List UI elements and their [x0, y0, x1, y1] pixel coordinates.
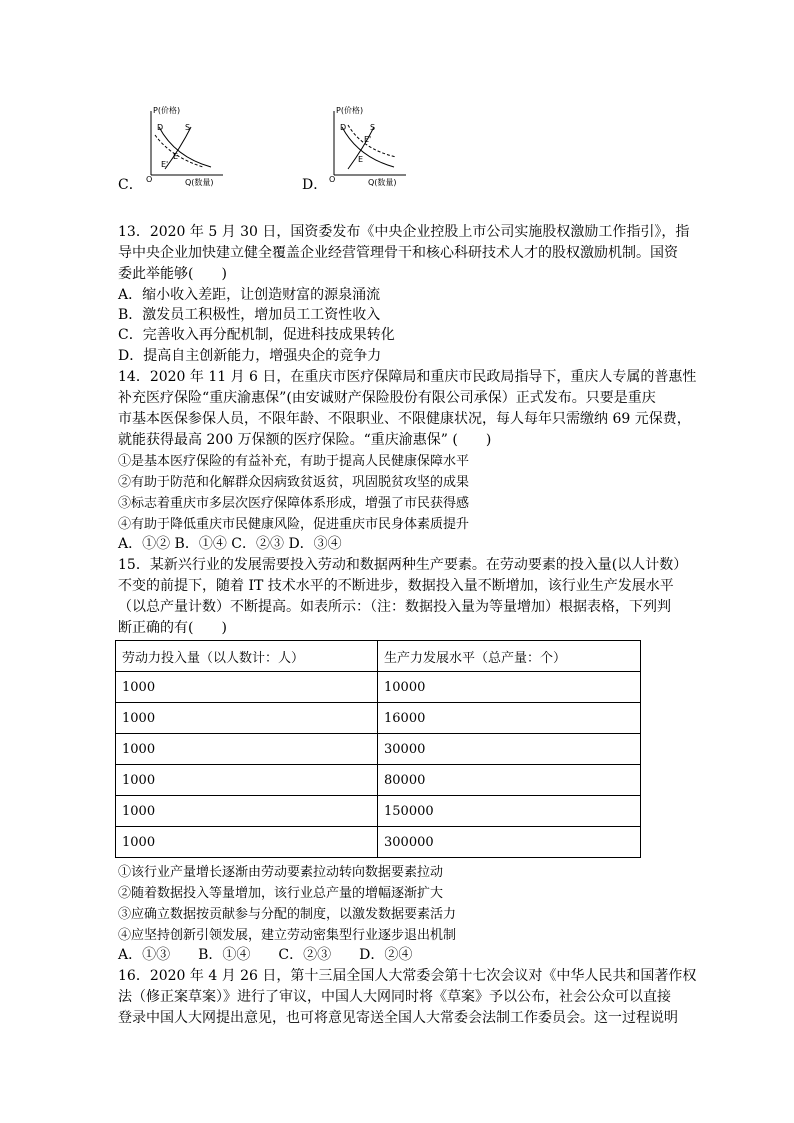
supply-label: S: [185, 123, 191, 132]
q13-line-3: 委此举能够( ): [118, 266, 227, 282]
x-axis-label: Q(数量): [185, 178, 214, 187]
production-table: [115, 640, 641, 858]
q14-line-2: 补充医疗保险“重庆渝惠保”(由安诚财产保险股份有限公司承保）正式发布。只要是重庆: [118, 390, 656, 406]
table-cell: 80000: [378, 765, 641, 796]
supply-label: S: [370, 123, 376, 132]
q13-option-c: C．完善收入再分配机制，促进科技成果转化: [118, 327, 395, 343]
q13-option-b: B．激发员工积极性，增加员工工资性收入: [118, 307, 381, 323]
demand-curve: [342, 127, 394, 167]
table-cell: 1000: [116, 827, 378, 858]
q14-item-1: ①是基本医疗保险的有益补充，有助于提高人民健康保障水平: [118, 454, 470, 469]
q15-item-2: ②随着数据投入等量增加，该行业总产量的增幅逐渐扩大: [118, 886, 444, 901]
supply-curve: [165, 127, 191, 169]
q16-line-1: 16．2020 年 4 月 26 日，第十三届全国人大常委会第十七次会议对《中华人民共和国著作权: [118, 968, 697, 984]
table-row: [116, 734, 641, 765]
graph-c-option: C．: [118, 177, 143, 193]
equilibrium-label: E: [173, 152, 179, 161]
equilibrium-shifted-label: E': [161, 160, 169, 169]
q15-item-1: ①该行业产量增长逐渐由劳动要素拉动转向数据要素拉动: [118, 865, 444, 880]
q15-answers: A．①③ B．①④ C．②③ D．②④: [118, 947, 413, 963]
q13-line-1: 13．2020 年 5 月 30 日，国资委发布《中央企业控股上市公司实施股权激励工作指引》，指: [118, 224, 690, 240]
table-cell: 10000: [378, 672, 641, 703]
table-row: [116, 765, 641, 796]
q14-line-1: 14．2020 年 11 月 6 日，在重庆市医疗保障局和重庆市民政局指导下，重庆人专属的普惠性: [118, 369, 697, 385]
table-cell: 1000: [116, 734, 378, 765]
table-header-row: [116, 641, 641, 672]
q15-item-4: ④应坚持创新引领发展，建立劳动密集型行业逐步退出机制: [118, 928, 457, 943]
table-cell: 150000: [378, 796, 641, 827]
q15-item-3: ③应确立数据按贡献参与分配的制度，以激发数据要素活力: [118, 907, 457, 922]
q15-line-4: 断正确的有( ): [118, 620, 227, 636]
q13-line-2: 导中央企业加快建立健全覆盖企业经营管理骨干和核心科研技术人才的股权激励机制。国资: [118, 245, 678, 261]
q14-item-4: ④有助于降低重庆市民健康风险，促进重庆市民身体素质提升: [118, 517, 470, 532]
q14-item-3: ③标志着重庆市多层次医疗保障体系形成，增强了市民获得感: [118, 496, 470, 511]
q15-line-2: 不变的前提下，随着 IT 技术水平的不断进步，数据投入量不断增加，该行业生产发展水平: [118, 578, 674, 594]
table-cell: 300000: [378, 827, 641, 858]
q13-option-d: D．提高自主创新能力，增强央企的竞争力: [118, 348, 382, 364]
table-row: [116, 703, 641, 734]
x-axis-label: Q(数量): [368, 178, 397, 187]
table-header-labor: 劳动力投入量（以人数计：人）: [116, 641, 378, 672]
table-cell: 16000: [378, 703, 641, 734]
q14-item-2: ②有助于防范和化解群众因病致贫返贫，巩固脱贫攻坚的成果: [118, 475, 470, 490]
q16-line-3: 登录中国人大网提出意见，也可将意见寄送全国人大常委会法制工作委员会。这一过程说明: [118, 1010, 678, 1026]
table-cell: 1000: [116, 672, 378, 703]
table-row: [116, 796, 641, 827]
table-row: [116, 672, 641, 703]
equilibrium-label: E: [358, 155, 364, 164]
y-axis-label: P(价格): [336, 106, 364, 115]
table-cell: 1000: [116, 765, 378, 796]
q14-line-3: 市基本医保参保人员，不限年龄、不限职业、不限健康状况，每人每年只需缴纳 69 元保费，: [118, 411, 691, 427]
q14-answers: A．①② B．①④ C．②③ D．③④: [118, 536, 342, 552]
table-cell: 30000: [378, 734, 641, 765]
table-cell: 1000: [116, 703, 378, 734]
graph-d-option: D．: [302, 177, 328, 193]
demand-label: D: [340, 123, 347, 132]
equilibrium-shifted-label: E': [364, 135, 372, 144]
origin-label: O: [146, 175, 153, 184]
origin-label: O: [329, 175, 336, 184]
table-row: [116, 827, 641, 858]
q16-line-2: 法（修正案草案）》进行了审议，中国人大网同时将《草案》予以公布，社会公众可以直接: [118, 989, 671, 1005]
q14-line-4: 就能获得最高 200 万保额的医疗保险。“重庆渝惠保” ( ): [118, 432, 492, 448]
q15-line-3: （以总产量计数）不断提高。如表所示：（注：数据投入量为等量增加）根据表格，下列判: [118, 599, 671, 615]
demand-label: D: [157, 123, 164, 132]
table-header-output: 生产力发展水平（总产量：个）: [378, 641, 641, 672]
q13-option-a: A．缩小收入差距，让创造财富的源泉涌流: [118, 287, 381, 303]
table-cell: 1000: [116, 796, 378, 827]
y-axis-label: P(价格): [153, 106, 181, 115]
q15-line-1: 15．某新兴行业的发展需要投入劳动和数据两种生产要素。在劳动要素的投入量(以人计数）: [118, 557, 688, 573]
